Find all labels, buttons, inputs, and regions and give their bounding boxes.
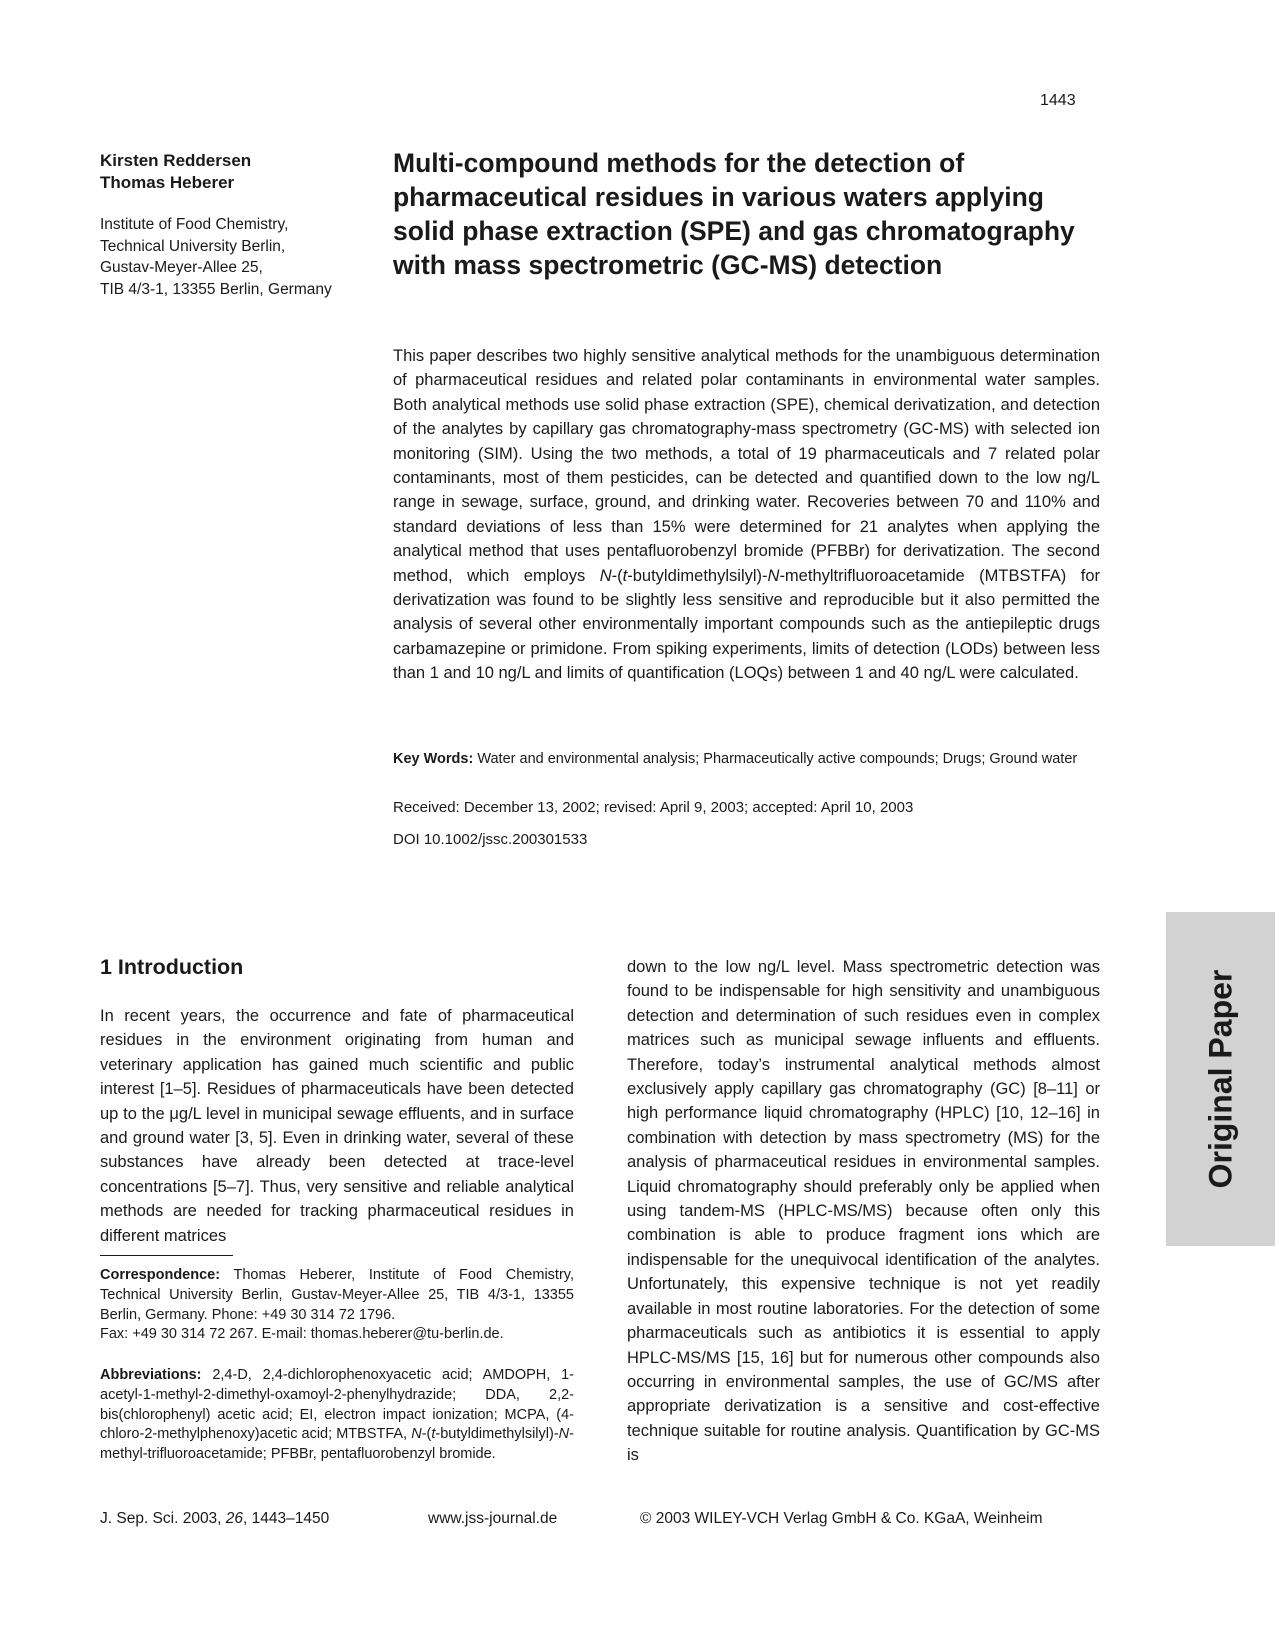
keywords-label: Key Words: [393, 751, 474, 767]
abbreviations-text: -butyldimethylsilyl)- [435, 1426, 559, 1443]
intro-paragraph-right: down to the low ng/L level. Mass spectrometric detection was found to be indispensable for high sensitivity and unambiguous detection and determination of such residues even in complex matrices such as municipal sewage influents and effluents. Therefore, today’s instrumental analytical methods almost exclusively apply capillary gas chromatography (GC) [8–11] or high performance liquid chromatography (HPLC) [10, 12–16] in combination with detection by mass spectrometry (MS) for the analysis of pharmaceutical residues in environmental samples. Liquid chromatography should preferably only be applied when using tandem-MS (HPLC-MS/MS) because often only this combination is able to produce fragment ions which are indispensable for the unequivocal identification of the analytes. Unfortunately, this expensive technique is not yet readily available in most routine laboratories. For the detection of some pharmaceuticals such as antibiotics it is essential to apply HPLC-MS/MS [15, 16] but for numerous other compounds also occurring in environmental samples, the use of GC/MS after appropriate derivatization is a sensitive and cost-effective technique suitable for routine analysis. Quantification by GC-MS is [627, 958, 1100, 1465]
abstract-text: This paper describes two highly sensitive analytical methods for the unambiguous determination of pharmaceutical residues and related polar contaminants in environmental water samples. Both analytical methods use solid phase extraction (SPE), chemical derivatization, and detection of the analytes by capillary gas chromatography-mass spectrometry (GC-MS) with selected ion monitoring (SIM). Using the two methods, a total of 19 pharmaceuticals and 7 related polar contaminants, most of them pesticides, can be detected and quantified down to the low ng/L range in sewage, surface, ground, and drinking water. Recoveries between 70 and 110% and standard deviations of less than 15% were determined for 21 analytes when applying the analytical method that uses pentafluorobenzyl bromide (PFBBr) for derivatization. The second method, which employs [393, 347, 1100, 585]
footer-copyright: © 2003 WILEY-VCH Verlag GmbH & Co. KGaA, Weinheim [640, 1510, 1043, 1527]
abbreviations-italic: N [411, 1426, 422, 1443]
abstract-text: -methyltrifluoroacetamide (MTBSTFA) for derivatization was found to be slightly less sensitive and reproducible but it also permitted the analysis of several other environmentally important compounds such as the antiepileptic drugs carbamazepine or primidone. From spiking experiments, limits of detection (LODs) between less than 1 and 10 ng/L and limits of quantification (LOQs) between 1 and 40 ng/L were calculated. [393, 566, 1100, 683]
abbreviations-text: -( [421, 1426, 432, 1443]
abstract-italic: N [767, 566, 780, 585]
keywords [393, 749, 1100, 769]
page-number: 1443 [1040, 92, 1076, 109]
abbreviations-note [100, 1366, 574, 1465]
received-dates: Received: December 13, 2002; revised: April 9, 2003; accepted: April 10, 2003 [393, 799, 914, 816]
side-tab-label: Original Paper [1202, 969, 1238, 1189]
footer-pages: , 1443–1450 [243, 1510, 330, 1527]
abbreviations-text: 2,4-D, 2,4-dichlorophenoxyacetic acid; AMDOPH, 1-acetyl-1-methyl-2-dimethyl-oxamoyl-2-phenylhydrazide; DDA, 2,2-bis(chlorophenyl) acetic acid; EI, electron impact ionization; MCPA, (4-chloro-2-methylphenoxy)acetic acid; MTBSTFA, [100, 1367, 574, 1443]
footnote-rule [100, 1255, 233, 1256]
intro-paragraph-left: In recent years, the occurrence and fate of pharmaceutical residues in the environment originating from human and veterinary application has gained much scientific and public interest [1–5]. Residues of pharmaceuticals have been detected up to the μg/L level in municipal sewage effluents, and in surface and ground water [3, 5]. Even in drinking water, several of these substances have already been detected at trace-level concentrations [5–7]. Thus, very sensitive and reliable analytical methods are needed for tracking pharmaceutical residues in different matrices [100, 1007, 574, 1245]
correspondence-note [100, 1266, 574, 1345]
abbreviations-label: Abbreviations: [100, 1367, 202, 1383]
abstract-italic: N [599, 566, 612, 585]
abstract-italic: t [622, 566, 628, 585]
keywords-text: Water and environmental analysis; Pharmaceutically active compounds; Drugs; Ground water [473, 751, 1078, 767]
footer-citation [100, 1510, 329, 1528]
correspondence-label: Correspondence: [100, 1267, 221, 1283]
correspondence-text: Thomas Heberer, Institute of Food Chemistry, Technical University Berlin, Gustav-Meyer-Allee 25, TIB 4/3-1, 13355 Berlin, Germany. Phone: +49 30 314 72 1796. [100, 1267, 574, 1323]
affiliation [100, 214, 370, 300]
section-heading: 1 Introduction [100, 955, 244, 979]
paper-title: Multi-compound methods for the detection of pharmaceutical residues in various waters applying solid phase extraction (SPE) and gas chromatography with mass spectrometric (GC-MS) detection [393, 148, 1075, 280]
side-tab [1166, 912, 1275, 1246]
footer-volume: 26 [225, 1510, 244, 1527]
footer-website: www.jss-journal.de [428, 1510, 558, 1527]
affiliation-line: Gustav-Meyer-Allee 25, [100, 259, 263, 276]
author-name: Kirsten Reddersen [100, 151, 252, 170]
abstract [393, 344, 1100, 686]
footer-journal: J. Sep. Sci. 2003, [100, 1510, 226, 1527]
abbreviations-italic: N [558, 1426, 570, 1443]
affiliation-line: TIB 4/3-1, 13355 Berlin, Germany [100, 280, 332, 298]
affiliation-line: Institute of Food Chemistry, [100, 216, 289, 233]
author-block [100, 150, 370, 300]
affiliation-line: Technical University Berlin, [100, 237, 286, 255]
abstract-text: -butyldimethylsilyl)- [627, 566, 768, 585]
abbreviations-italic: t [431, 1426, 436, 1443]
abbreviations-text: -methyl-trifluoroacetamide; PFBBr, pentafluorobenzyl bromide. [100, 1426, 574, 1463]
author-name: Thomas Heberer [100, 173, 235, 192]
abstract-text: -( [611, 566, 623, 585]
correspondence-fax: Fax: +49 30 314 72 267. E-mail: thomas.heberer@tu-berlin.de. [100, 1326, 504, 1343]
doi: DOI 10.1002/jssc.200301533 [393, 831, 588, 848]
